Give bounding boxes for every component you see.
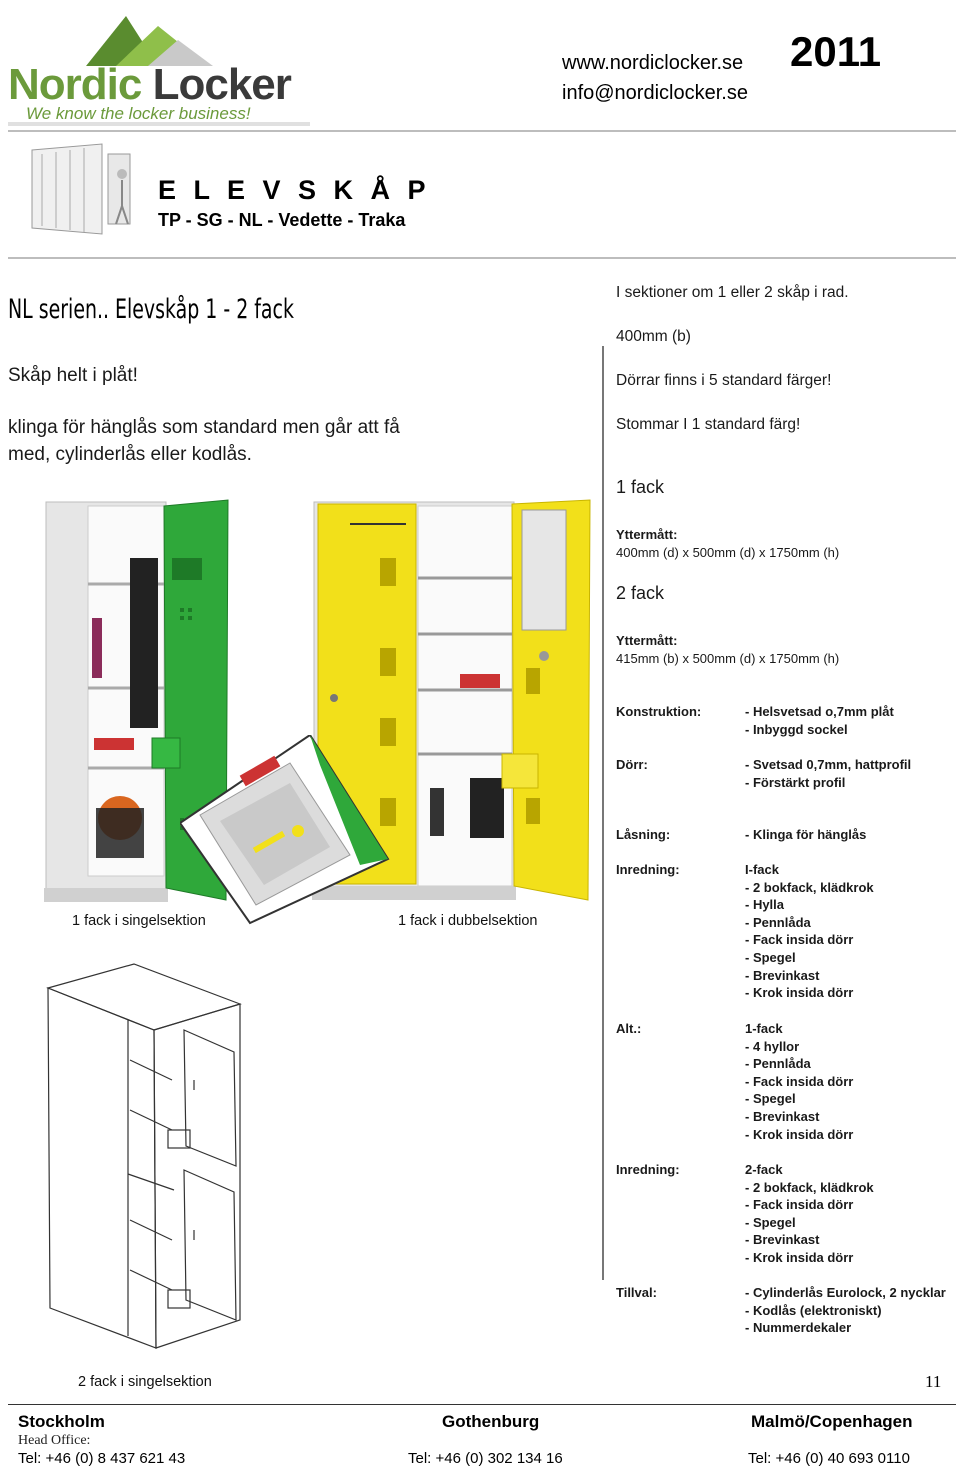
- page-number: 11: [925, 1372, 942, 1391]
- spec-label-door: Dörr:: [616, 757, 648, 772]
- intro-sections: I sektioner om 1 eller 2 skåp i rad.: [616, 284, 849, 301]
- year: 2011: [790, 28, 882, 75]
- fack1-dims: 400mm (d) x 500mm (d) x 1750mm (h): [616, 545, 840, 560]
- caption-two-compartment: 2 fack i singelsektion: [78, 1374, 212, 1390]
- fack1-heading: 1 fack: [616, 477, 665, 497]
- spec-values-construction: - Helsvetsad o,7mm plåt - Inbyggd sockel: [745, 704, 894, 737]
- footer-tel-malmo: Tel: +46 (0) 40 693 0110: [748, 1450, 910, 1467]
- page-subtitle: TP - SG - NL - Vedette - Traka: [158, 210, 406, 230]
- header-divider: [8, 130, 956, 132]
- spec-values-interior-1: I-fack - 2 bokfack, klädkrok - Hylla - Pennlåda - Fack insida dörr - Spegel - Brevinkast - Krok insida dörr: [745, 862, 874, 1001]
- corridor-sketch-image: [22, 140, 144, 238]
- spec-label-locking: Låsning:: [616, 827, 671, 842]
- footer-divider: [8, 1404, 956, 1405]
- spec-values-locking: - Klinga för hänglås: [745, 827, 867, 842]
- contact-links: [562, 48, 748, 108]
- intro-frame-color: Stommar I 1 standard färg!: [616, 416, 801, 433]
- intro-width: 400mm (b): [616, 328, 691, 345]
- email-link[interactable]: info@nordiclocker.se: [562, 82, 748, 104]
- spec-label-options: Tillval:: [616, 1285, 657, 1300]
- intro-door-colors: Dörrar finns i 5 standard färger!: [616, 372, 832, 389]
- caption-double-section: 1 fack i dubbelsektion: [398, 913, 538, 929]
- footer-city-gothenburg: Gothenburg: [442, 1412, 540, 1431]
- footer-city-malmo: Malmö/Copenhagen: [751, 1412, 913, 1431]
- intro-line-1: Skåp helt i plåt!: [8, 365, 138, 386]
- spec-values-door: - Svetsad 0,7mm, hattprofil - Förstärkt profil: [745, 757, 912, 790]
- logo-wordmark: Nordic Locker: [8, 60, 291, 109]
- spec-label-alternative: Alt.:: [616, 1021, 642, 1036]
- fack1-dims-label: Yttermått:: [616, 527, 678, 542]
- caption-single-section: 1 fack i singelsektion: [72, 913, 206, 929]
- page-title: E L E V S K Å P: [158, 175, 431, 205]
- spec-label-construction: Konstruktion:: [616, 704, 702, 719]
- column-divider: [602, 346, 604, 1280]
- fack2-dims-label: Yttermått:: [616, 633, 678, 648]
- spec-values-alternative: 1-fack - 4 hyllor - Pennlåda - Fack insida dörr - Spegel - Brevinkast - Krok insida dörr: [745, 1021, 854, 1142]
- spec-values-options: - Cylinderlås Eurolock, 2 nycklar - Kodlås (elektroniskt) - Nummerdekaler: [745, 1285, 946, 1336]
- footer-tel-stockholm: Tel: +46 (0) 8 437 621 43: [18, 1450, 186, 1467]
- series-heading: NL serien.. Elevskåp 1 - 2 fack: [8, 294, 294, 325]
- logo-tagline: We know the locker business!: [26, 104, 251, 123]
- spec-label-interior-2: Inredning:: [616, 1162, 680, 1177]
- spec-values-interior-2: 2-fack - 2 bokfack, klädkrok - Fack insida dörr - Spegel - Brevinkast - Krok insida dörr: [745, 1162, 874, 1265]
- fack2-heading: 2 fack: [616, 583, 665, 603]
- footer-head-office: Head Office:: [18, 1433, 91, 1448]
- intro-line-2: klinga för hänglås som standard men går att få med, cylinderlås eller kodlås.: [8, 417, 400, 465]
- locker-two-compartment-drawing: [44, 960, 244, 1352]
- footer-city-stockholm: Stockholm: [18, 1412, 105, 1431]
- footer-tel-gothenburg: Tel: +46 (0) 302 134 16: [408, 1450, 563, 1467]
- spec-label-interior-1: Inredning:: [616, 862, 680, 877]
- website-link[interactable]: www.nordiclocker.se: [562, 52, 744, 74]
- pen-drawer-photo: [180, 735, 390, 925]
- fack2-dims: 415mm (b) x 500mm (d) x 1750mm (h): [616, 651, 840, 666]
- title-divider: [8, 257, 956, 259]
